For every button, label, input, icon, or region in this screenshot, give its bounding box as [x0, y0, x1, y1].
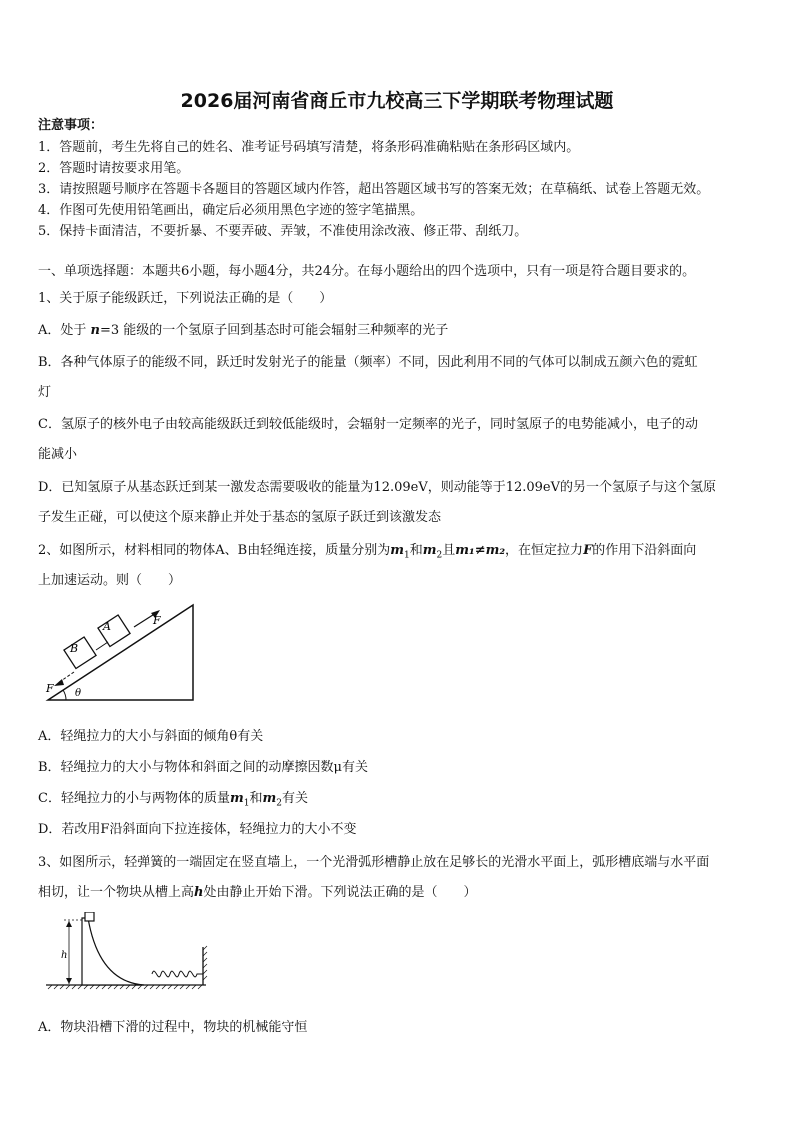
notice-heading: 注意事项： [38, 118, 104, 133]
q2-m2: m [422, 543, 437, 558]
q1-option-d-line1: D．已知氢原子从基态跃迁到某一激发态需要吸收的能量为12.09eV，则动能等于12.09eV的另一个氢原子与这个氢原 [38, 480, 717, 495]
label-f-up: F [153, 614, 161, 627]
q2-m1: m [390, 543, 404, 558]
notice-item-2: 2．答题时请按要求用笔。 [38, 161, 190, 176]
notice-item-4: 4．作图可先使用铅笔画出，确定后必须用黑色字迹的签字笔描黑。 [38, 203, 424, 218]
label-b: B [70, 642, 79, 655]
q3-stem-line1: 3、如图所示，轻弹簧的一端固定在竖直墙上，一个光滑弧形槽静止放在足够长的光滑水平面上，弧形槽底端与水平面 [38, 855, 710, 870]
slide-spring-figure [44, 912, 214, 994]
q2-c-m2-sub: 2 [276, 798, 282, 809]
theta-arc [63, 690, 66, 700]
notice-item-1: 1．答题前，考生先将自己的姓名、准考证号码填写清楚，将条形码准确粘贴在条形码区域内。 [38, 140, 580, 155]
q1-option-b-line2: 灯 [38, 385, 52, 400]
q1-option-c-line1: C．氢原子的核外电子由较高能级跃迁到较低能级时，会辐射一定频率的光子，同时氢原子的电势能减小，电子的动 [38, 417, 698, 432]
q2-c-and: 和 [249, 791, 263, 806]
q2-stem-b: 且 [442, 543, 456, 558]
q2-stem-d: 的作用下沿斜面向 [592, 543, 697, 558]
q2-option-b: B．轻绳拉力的大小与物体和斜面之间的动摩擦因数μ有关 [38, 760, 369, 775]
rope-line [96, 642, 108, 650]
small-block [85, 912, 94, 921]
height-arrow-bottom [66, 978, 72, 984]
q1-a-post: =3 能级的一个氢原子回到基态时可能会辐射三种频率的光子 [99, 323, 449, 338]
q3-h-var: h [194, 885, 204, 900]
q3-stem-b: 处由静止开始下滑。下列说法正确的是（ ） [203, 885, 477, 900]
q1-a-var: n [90, 323, 100, 338]
notice-item-3: 3．请按照题号顺序在答题卡各题目的答题区域内作答，超出答题区域书写的答案无效；在草稿纸、试卷上答题无效。 [38, 182, 710, 197]
q2-stem-a: 2、如图所示，材料相同的物体A、B由轻绳连接，质量分别为 [38, 543, 391, 558]
q2-m2-sub: 2 [436, 550, 443, 561]
q2-c-m1: m [229, 791, 244, 806]
force-down-arrowhead [54, 679, 64, 686]
notice-item-5: 5．保持卡面清洁，不要折暴、不要弄破、弄皱，不准使用涂改液、修正带、刮纸刀。 [38, 224, 528, 239]
label-f-down: F [46, 682, 54, 695]
section-heading: 一、单项选择题：本题共6小题，每小题4分，共24分。在每小题给出的四个选项中，只有一项是符合题目要求的。 [38, 264, 696, 279]
q1-option-c-line2: 能减小 [38, 447, 78, 462]
q3-stem-line2 [38, 885, 476, 901]
q3-option-a: A．物块沿槽下滑的过程中，物块的机械能守恒 [38, 1020, 308, 1035]
q1-option-b-line1: B．各种气体原子的能级不同，跃迁时发射光子的能量（频率）不同，因此利用不同的气体可以制成五颜六色的霓虹 [38, 355, 698, 370]
q2-stem-c: ，在恒定拉力 [505, 543, 584, 558]
block-b [64, 637, 96, 669]
height-arrow-top [66, 921, 72, 927]
q2-stem-line2: 上加速运动。则（ ） [38, 573, 182, 588]
page-title: 2026届河南省商丘市九校高三下学期联考物理试题 [180, 90, 614, 112]
incline-figure [38, 600, 208, 710]
q2-m1-sub: 1 [403, 550, 410, 561]
arc-groove [82, 918, 144, 985]
q2-c-post: 有关 [281, 791, 308, 806]
q3-stem-a: 相切，让一个物块从槽上高 [38, 885, 195, 900]
q2-c-pre: C．轻绳拉力的小与两物体的质量 [38, 791, 230, 806]
spring [152, 971, 203, 977]
label-a: A [103, 620, 111, 633]
q2-stem-line1 [38, 543, 696, 564]
q1-a-pre: A．处于 [38, 323, 91, 338]
q2-force-var: F [583, 543, 593, 558]
q1-option-d-line2: 子发生正碰，可以使这个原来静止并处于基态的氢原子跃迁到该激发态 [38, 510, 442, 525]
q2-c-m2: m [262, 791, 277, 806]
q2-option-d: D．若改用F沿斜面向下拉连接体，轻绳拉力的大小不变 [38, 822, 357, 837]
label-theta: θ [75, 688, 82, 699]
q2-neq: m₁≠m₂ [455, 543, 506, 558]
q1-stem: 1、关于原子能级跃迁，下列说法正确的是（ ） [38, 291, 333, 306]
q2-option-c [38, 791, 308, 812]
q2-and: 和 [409, 543, 423, 558]
q2-option-a: A．轻绳拉力的大小与斜面的倾角θ有关 [38, 729, 264, 744]
label-h: h [61, 950, 68, 961]
q2-c-m1-sub: 1 [243, 798, 250, 809]
q1-option-a [38, 323, 448, 339]
